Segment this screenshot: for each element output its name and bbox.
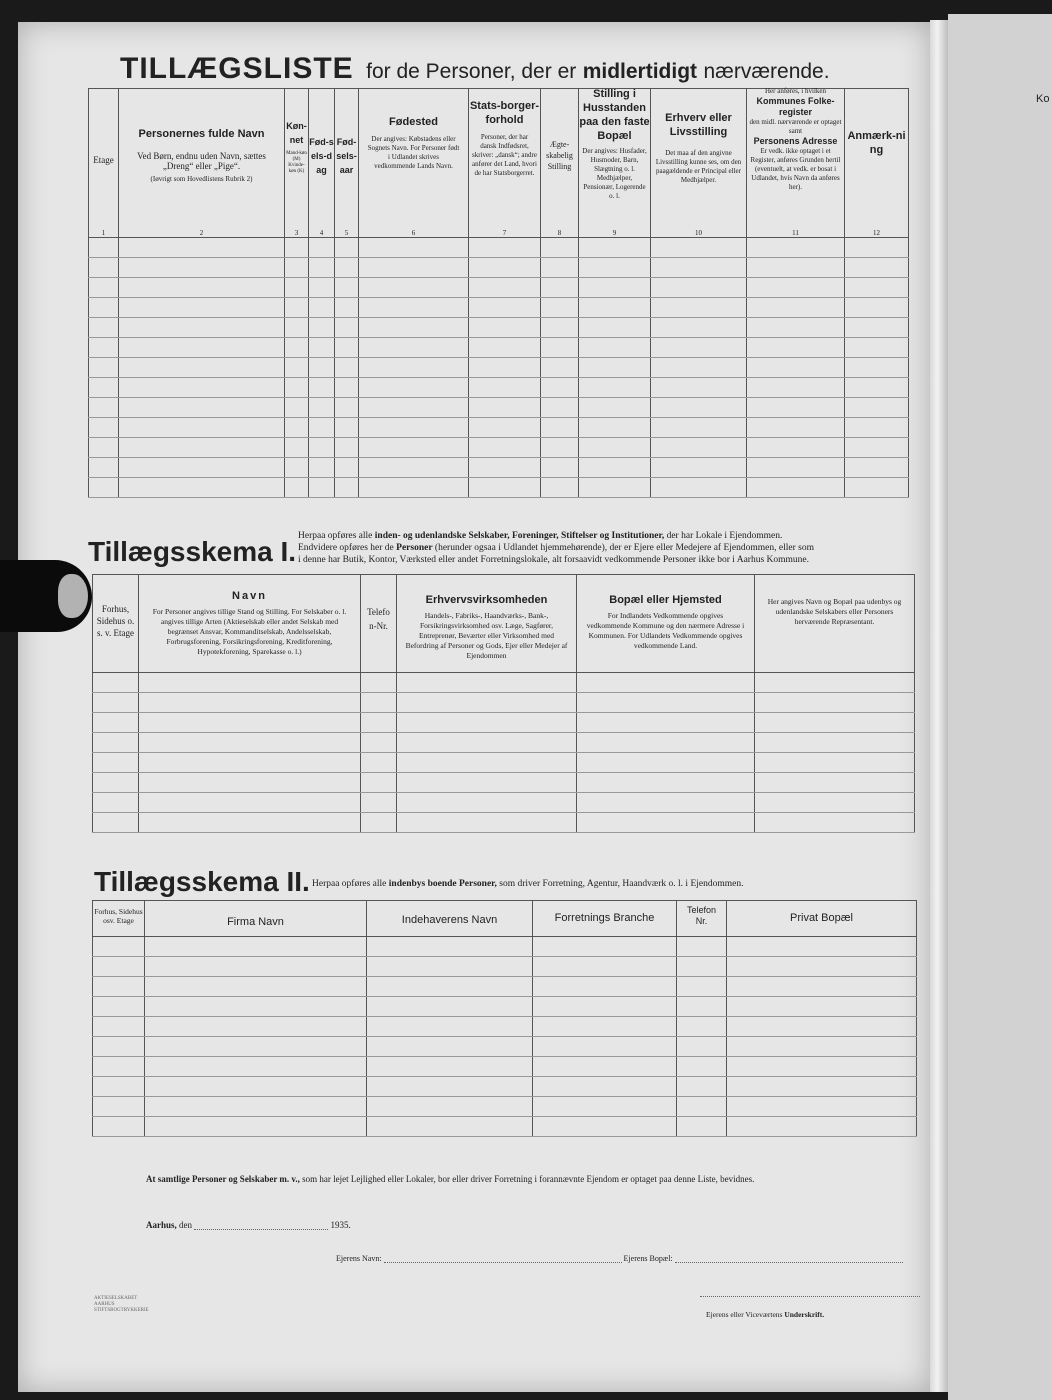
page-title (120, 52, 920, 86)
col-birthplace: Fødested Der angives: Købstadens eller Sognets Navn. For Personer født i Udlandet skrives vedkommende Lands Navn. 6 (359, 89, 469, 238)
skema2-table (92, 900, 917, 1137)
s1-col-name: Navn For Personer angives tillige Stand og Stilling. For Selskaber o. l. angives tillige Arten (Aktieselskab eller andet Selskab med begrænset Ansvar, Kommanditselskab, Andelsselskab, Forbrugsforening, Forsikringsforening, Kreditforening, Hypotekforening, Sparekasse o. l.) (139, 575, 361, 673)
s2-col-phone: Telefon Nr. (677, 901, 727, 937)
thumb-holding-page (0, 560, 92, 632)
title-bold: midlertidigt (582, 60, 698, 83)
skema2-rows[interactable] (93, 937, 917, 1137)
signature-field[interactable] (700, 1296, 920, 1297)
col-gender: Køn-net Mand-køn (M) Kvinde-køn (K) 3 (285, 89, 309, 238)
title-main: TILLÆGSLISTE (120, 52, 354, 85)
title-post: nærværende. (703, 60, 830, 83)
skema1-table (92, 574, 915, 833)
skema1-rows[interactable] (93, 673, 915, 833)
skema1-title: Tillægsskema I. (88, 536, 297, 567)
col-household: Stilling i Husstanden paa den faste Bopæl Der angives: Husfader, Husmoder, Barn, Slægtning o. l. Medhjælper, Pensionær, Logerende o. l. 9 (579, 88, 650, 237)
col-marital: Ægte-skabelig Stilling 8 (541, 89, 579, 238)
col-remarks: Anmærk-ning 12 (845, 89, 909, 238)
s2-col-branch: Forretnings Branche (533, 901, 677, 937)
owner-name-field[interactable] (384, 1262, 622, 1263)
main-person-table (88, 88, 909, 498)
attestation: At samtlige Personer og Selskaber m. v., som har lejet Lejlighed eller Lokaler, bor eller driver Forretning i forannævnte Ejendom er optaget paa denne Liste, bevidnes. (146, 1174, 755, 1184)
skema2-description: Herpaa opføres alle indenbys boende Personer, som driver Forretning, Agentur, Haandværk o. l. i Ejendommen. (312, 879, 744, 889)
s1-col-residence: Bopæl eller Hjemsted For Indlandets Vedkommende opgives vedkommende Kommune og den nærmere Adresse i Kommunen. For Udlandets Vedkommende opgives vedkommende Land. (577, 575, 755, 673)
col-occupation: Erhverv eller Livsstilling Det maa af den angivne Livsstilling kunne ses, om den paagældende er Principal eller Medhjælper. 10 (651, 89, 747, 238)
adjacent-page-text: Ko (1036, 93, 1050, 105)
col-birth-year: Fød-sels-aar 5 (335, 89, 359, 238)
owner-address-field[interactable] (675, 1262, 903, 1263)
date-field[interactable] (194, 1229, 328, 1230)
skema1-description: Herpaa opføres alle inden- og udenlandske Selskaber, Foreninger, Stiftelser og Institutioner, der har Lokale i Ejendommen. Endvidere opføres her de Personer (herunder ogsaa i Udlandet hjemmehørende), der er Ejere eller Medejere af Ejendommen, eller som i denne har Butik, Kontor, Værksted eller andet Forretningslokale, alt forsaavidt vedkommende Personer ikke bor i Aarhus Kommune. (298, 531, 814, 565)
s2-col-floor: Forhus, Sidehus osv. Etage (93, 901, 145, 937)
col-register: Her anføres, i hvilken Kommunes Folke-register den midl. nærværende er optaget samt Personens Adresse Er vedk. ikke optaget i et Register, anføres Grunden hertil (eventuelt, at vedk. er bosat i Udlandet, hvis Navn da anføres her). 11 (747, 89, 845, 238)
skema2-title: Tillægsskema II. (94, 866, 310, 897)
s1-col-representative: Her angives Navn og Bopæl paa udenbys og udenlandske Selskabers eller Personers herværende Repræsentant. (755, 575, 915, 673)
col-birthday: Fød-sels-dag 4 (309, 89, 335, 238)
signature-label: Ejerens eller Viceværtens Underskrift. (706, 1310, 825, 1319)
title-pre: for de Personer, der er (366, 60, 577, 83)
col-etage: Etage 1 (89, 89, 119, 238)
s2-col-owner: Indehaverens Navn (367, 901, 533, 937)
s2-col-firm: Firma Navn (145, 901, 367, 937)
page-edge (930, 20, 948, 1392)
col-citizenship: Stats-borger-forhold Personer, der har dansk Indfødsret, skriver: „dansk“; andre anfører det Land, hvori de har Statsborgerret. 7 (469, 89, 541, 238)
col-full-name: Personernes fulde Navn Ved Børn, endnu uden Navn, sættes „Dreng“ eller „Pige“. (Iøvrigt som Hovedlistens Rubrik 2) 2 (119, 89, 285, 238)
table1-rows[interactable] (89, 238, 909, 498)
owner-name-line: Ejerens Navn: Ejerens Bopæl: (336, 1254, 903, 1263)
s2-col-private: Privat Bopæl (727, 901, 917, 937)
printer-mark: AKTIESELSKABET AARHUS STIFTSBOGTRYKKERIE (94, 1296, 149, 1313)
s1-col-business: Erhvervsvirksomheden Handels-, Fabriks-, Haandværks-, Bank-, Forsikringsvirksomhed osv. Læge, Sagfører, Entreprenør, Beværter eller Virksomhed med Befordring af Personer og Gods, Ejer eller Medejer af Ejendommen (397, 575, 577, 673)
s1-col-phone: Telefon-Nr. (361, 575, 397, 673)
date-line: Aarhus, den 1935. (146, 1220, 351, 1230)
s1-col-floor: Forhus, Sidehus o. s. v. Etage (93, 575, 139, 673)
adjacent-page (948, 14, 1052, 1400)
